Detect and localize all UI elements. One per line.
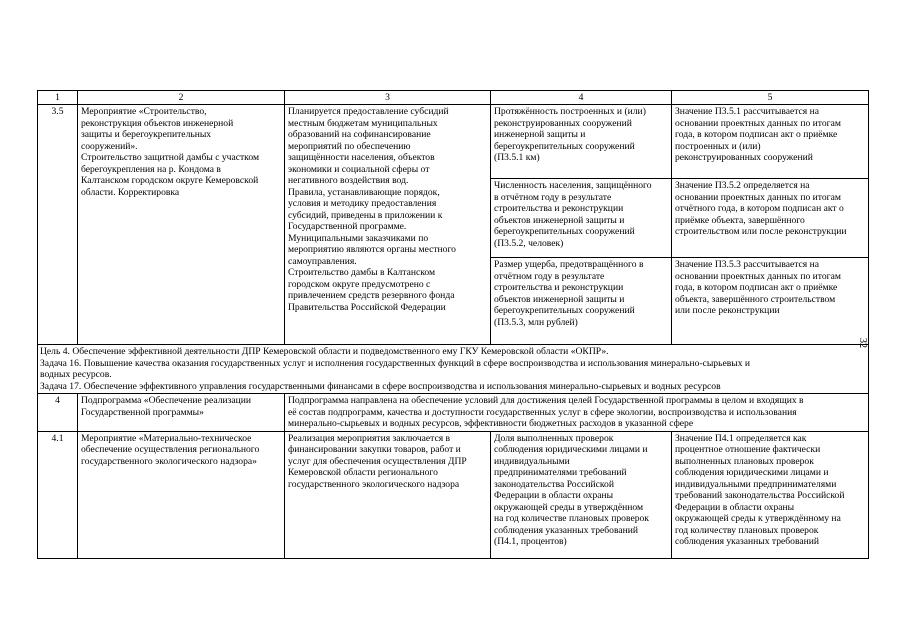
goal-block [38,345,869,394]
column-header: 4 [491,91,672,105]
indicator-method [672,431,869,558]
indicator-method-text: Значение П4.1 определяется как процентное отношение фактически выполненных плановых проверок соблюдения юридическими лицами и индивидуальными предпринимателями требований законодательства Российской Федерации в области охраны окружающей среды к утверждённому на год количеству плановых проверок соблюдения указанных требований [675,432,845,547]
column-header: 3 [285,91,491,105]
row-number: 4.1 [38,431,78,558]
subprogram-name-text: Подпрограмма «Обеспечение реализации Государственной программы» [81,395,252,418]
program-table [37,90,869,559]
activity-description [285,431,491,558]
subprogram-description [285,394,869,432]
indicator-name [491,431,672,558]
indicator-method [672,258,869,345]
table-row [38,431,869,558]
column-header: 2 [78,91,285,105]
activity-description-text: Планируется предоставление субсидий местным бюджетам муниципальных образований на софинансирование мероприятий по обеспечению защищённости населения, объектов экономики и социальной сферы от негативного воздействия вод. Правила, устанавливающие порядок, условия и методику предоставления субсидий, приведены в приложении к Государственной программе. Муниципальными заказчиками по мероприятию являются органы местного самоуправления. Строительство дамбы в Калтанском городском округе предусмотрено с привлечением средств резервного фонда Правительства Российской Федерации [288,106,456,313]
table-row [38,105,869,179]
column-number-row [38,91,869,105]
row-number: 4 [38,394,78,432]
page-number: 32 [857,338,868,348]
table-row [38,394,869,432]
subprogram-description-text: Подпрограмма направлена на обеспечение условий для достижения целей Государственной программы в целом и входящих в её состав подпрограмм, качества и доступности государственных услуг в сфере экологии, воспроизводства и использования минерально-сырьевых и водных ресурсов, эффективности бюджетных расходов в указанной сфере [288,395,804,429]
activity-name-text: Мероприятие «Материально-техническое обеспечение осуществления регионального государственного экологического надзора» [81,432,260,467]
indicator-name-text: Протяжённость построенных и (или) реконструированных сооружений инженерной защиты и берегоукрепительных сооружений (П3.5.1 км) [494,106,646,163]
subprogram-name [78,394,285,432]
indicator-method-text: Значение П3.5.1 рассчитывается на основании проектных данных по итогам года, в котором подписан акт о приёмке построенных и (или) реконструированных сооружений [675,106,841,163]
activity-name [78,431,285,558]
goal-block-text: Цель 4. Обеспечение эффективной деятельности ДПР Кемеровской области и подведомственного ему ГКУ Кемеровской области «ОКПР». Задача 16. Повышение качества оказания государственных услуг и исполнения государственных функций в сфере воспроизводства и использования минерально-сырьевых и водных ресурсов. Задача 17. Обеспечение эффективного управления государственными финансами в сфере воспроизводства и использования минерально-сырьевых и водных ресурсов [40,346,751,392]
activity-description [285,105,491,345]
indicator-name-text: Доля выполненных проверок соблюдения юридическими лицами и индивидуальными предпринимателями требований законодательства Российской Федерации в области охраны окружающей среды в утверждённом на год количестве плановых проверок соблюдения указанных требований (П4.1, процентов) [494,432,649,547]
indicator-method-text: Значение П3.5.2 определяется на основании проектных данных по итогам отчётного года, в котором подписан акт о приёмке объекта, завершённого строительством или после реконструкции [675,180,847,237]
goal-row [38,345,869,394]
indicator-name [491,105,672,179]
indicator-method [672,179,869,258]
indicator-name [491,179,672,258]
activity-description-text: Реализация мероприятия заключается в финансировании закупки товаров, работ и услуг для обеспечения осуществления ДПР Кемеровской области регионального государственного экологического надзора [288,432,467,490]
indicator-name [491,258,672,345]
indicator-method-text: Значение П3.5.3 рассчитывается на основании проектных данных по итогам года, в котором подписан акт о приёмке объекта, завершённого строительством или после реконструкции [675,259,841,316]
indicator-name-text: Численность населения, защищённого в отчётном году в результате строительства и реконструкции объектов инженерной защиты и берегоукрепительных сооружений (П3.5.2, человек) [494,180,652,249]
indicator-name-text: Размер ущерба, предотвращённого в отчётном году в результате строительства и реконструкции объектов инженерной защиты и берегоукрепительных сооружений (П3.5.3, млн рублей) [494,259,644,328]
row-number: 3.5 [38,105,78,345]
activity-name-text: Мероприятие «Строительство, реконструкция объектов инженерной защиты и берегоукрепительных сооружений». Строительство защитной дамбы с участком берегоукрепления на р. Кондома в Калтанском городском округе Кемеровской области. Корректировка [81,106,260,198]
activity-name [78,105,285,345]
column-header: 1 [38,91,78,105]
column-header: 5 [672,91,869,105]
indicator-method [672,105,869,179]
